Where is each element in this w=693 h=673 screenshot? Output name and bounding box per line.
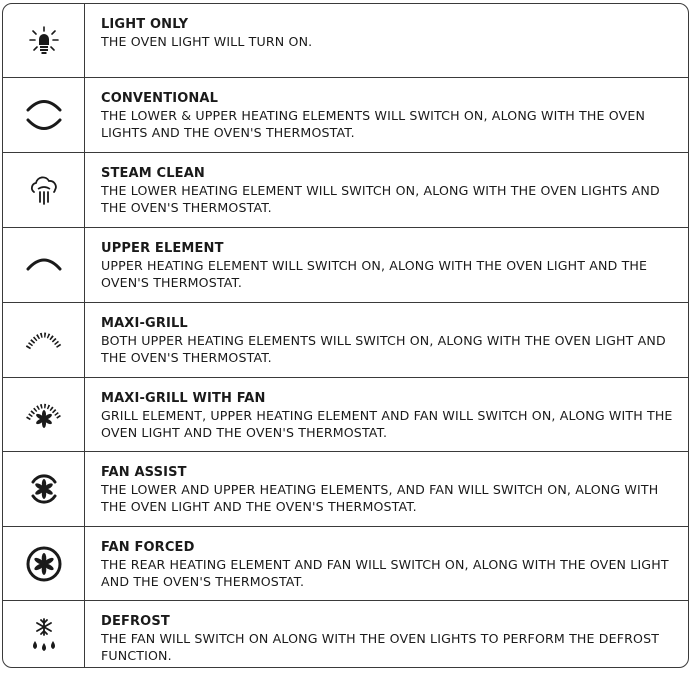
mode-title: MAXI-GRILL	[101, 316, 188, 331]
mode-row-steam-clean	[3, 152, 688, 227]
icon-cell	[3, 228, 85, 302]
mode-title: FAN ASSIST	[101, 465, 187, 480]
mode-title: LIGHT ONLY	[101, 17, 189, 32]
mode-row-light-only	[3, 4, 688, 77]
icon-cell	[3, 527, 85, 600]
mode-text	[101, 16, 680, 50]
defrost-icon	[24, 615, 64, 655]
maxi-grill-icon	[22, 322, 66, 358]
icon-cell	[3, 303, 85, 377]
icon-cell	[3, 378, 85, 451]
mode-text	[101, 390, 680, 441]
mode-title: MAXI-GRILL WITH FAN	[101, 391, 266, 406]
mode-row-maxi-grill-with-fan	[3, 377, 688, 451]
fan-assist-icon	[24, 469, 64, 509]
maxi-grill-fan-icon	[22, 395, 66, 435]
icon-cell	[3, 153, 85, 227]
mode-text	[101, 90, 680, 141]
mode-text	[101, 315, 680, 366]
mode-row-fan-assist	[3, 451, 688, 526]
mode-title: CONVENTIONAL	[101, 91, 219, 106]
mode-text	[101, 613, 680, 664]
mode-title: DEFROST	[101, 614, 170, 629]
mode-row-maxi-grill	[3, 302, 688, 377]
mode-text	[101, 539, 680, 590]
mode-description: THE FAN WILL SWITCH ON ALONG WITH THE OVEN LIGHTS TO PERFORM THE DEFROST FUNCTION.	[101, 631, 660, 663]
mode-row-conventional	[3, 77, 688, 152]
mode-text	[101, 165, 680, 216]
mode-description: UPPER HEATING ELEMENT WILL SWITCH ON, ALONG WITH THE OVEN LIGHT AND THE OVEN'S THERMOSTAT.	[101, 258, 648, 290]
mode-row-fan-forced	[3, 526, 688, 600]
icon-cell	[3, 452, 85, 526]
mode-description: BOTH UPPER HEATING ELEMENTS WILL SWITCH ON, ALONG WITH THE OVEN LIGHT AND THE OVEN'S THERMOSTAT.	[101, 333, 666, 365]
icon-cell	[3, 78, 85, 152]
steam-clean-icon	[26, 172, 62, 208]
mode-description: THE REAR HEATING ELEMENT AND FAN WILL SWITCH ON, ALONG WITH THE OVEN LIGHT AND THE OVEN'S THERMOSTAT.	[101, 557, 669, 589]
mode-description: THE LOWER AND UPPER HEATING ELEMENTS, AND FAN WILL SWITCH ON, ALONG WITH THE OVEN LIGHT AND THE OVEN'S THERMOSTAT.	[101, 482, 659, 514]
mode-text	[101, 464, 680, 515]
oven-modes-table	[2, 3, 689, 668]
mode-row-upper-element	[3, 227, 688, 302]
mode-title: UPPER ELEMENT	[101, 241, 224, 256]
icon-cell	[3, 4, 85, 77]
upper-element-icon	[22, 247, 66, 283]
mode-description: THE LOWER & UPPER HEATING ELEMENTS WILL SWITCH ON, ALONG WITH THE OVEN LIGHTS AND THE OVEN'S THERMOSTAT.	[101, 108, 646, 140]
mode-title: FAN FORCED	[101, 540, 195, 555]
mode-description: THE LOWER HEATING ELEMENT WILL SWITCH ON, ALONG WITH THE OVEN LIGHTS AND THE OVEN'S THERMOSTAT.	[101, 183, 660, 215]
mode-text	[101, 240, 680, 291]
light-bulb-icon	[26, 23, 62, 59]
mode-description: GRILL ELEMENT, UPPER HEATING ELEMENT AND FAN WILL SWITCH ON, ALONG WITH THE OVEN LIGHT AND THE OVEN'S THERMOSTAT.	[101, 408, 673, 440]
mode-description: THE OVEN LIGHT WILL TURN ON.	[101, 34, 313, 49]
mode-title: STEAM CLEAN	[101, 166, 205, 181]
mode-row-defrost	[3, 600, 688, 668]
conventional-icon	[22, 93, 66, 137]
icon-cell	[3, 601, 85, 668]
fan-forced-icon	[24, 544, 64, 584]
